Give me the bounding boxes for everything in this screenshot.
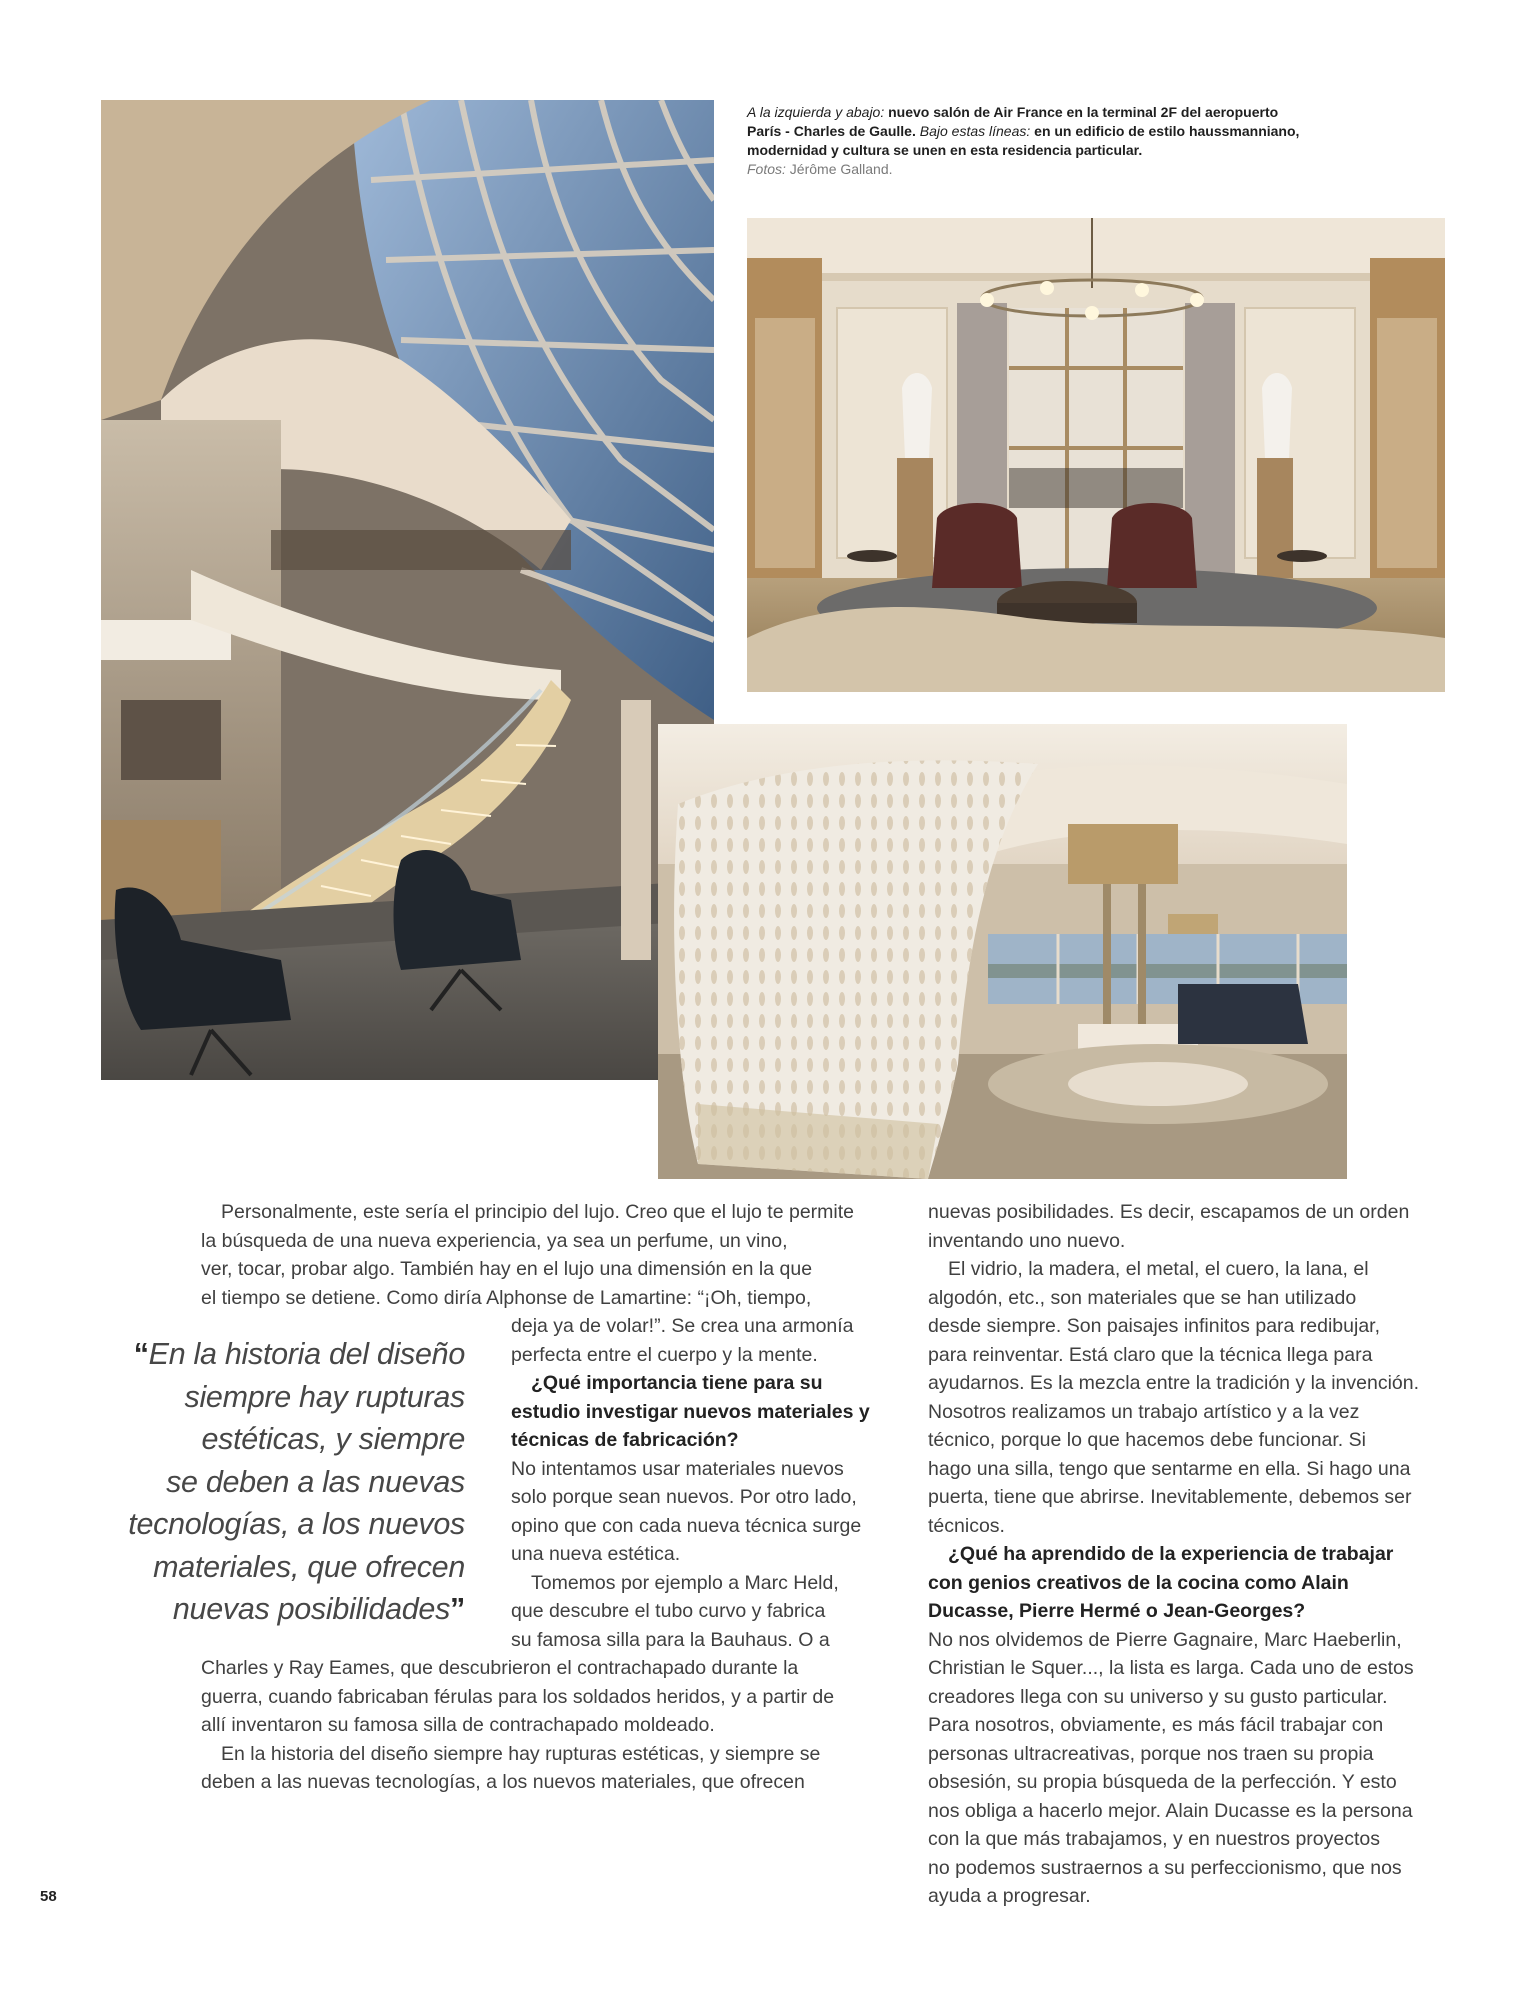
body-line: ayudarnos. Es la mezcla entre la tradición y la invención. <box>928 1372 1420 1394</box>
body-line: guerra, cuando fabricaban férulas para los soldados heridos, y a partir de <box>201 1685 835 1708</box>
caption-lead-1: A la izquierda y abajo: <box>747 104 885 120</box>
pull-quote-line: nuevas posibilidades <box>172 1592 451 1626</box>
body-line: que descubre el tubo curvo y fabrica <box>511 1600 826 1622</box>
caption-credit-name: Jérôme Galland. <box>785 161 893 177</box>
pull-quote-line: siempre hay rupturas <box>184 1379 465 1414</box>
pull-quote-line: tecnologías, a los nuevos <box>128 1507 465 1541</box>
page-number: 58 <box>40 1888 57 1905</box>
body-line: No intentamos usar materiales nuevos <box>511 1457 844 1480</box>
body-line: En la historia del diseño siempre hay rupturas estéticas, y siempre se <box>221 1742 821 1765</box>
question-1-line: estudio investigar nuevos materiales y <box>511 1400 870 1423</box>
body-line: ver, tocar, probar algo. También hay en el lujo una dimensión en la que <box>201 1258 813 1280</box>
body-line: puerta, tiene que abrirse. Inevitablemente, debemos ser <box>928 1486 1412 1508</box>
caption-text-1: nuevo salón de Air France en la terminal 2F del aeropuerto <box>884 104 1279 120</box>
body-line: Tomemos por ejemplo a Marc Held, <box>531 1571 839 1594</box>
body-line: deja ya de volar!”. Se crea una armonía <box>511 1315 854 1337</box>
column-2 <box>928 1198 1448 1911</box>
body-line: Personalmente, este sería el principio del lujo. Creo que el lujo te permite <box>221 1201 855 1223</box>
body-line: creadores llega con su universo y su gusto particular. <box>928 1685 1388 1708</box>
body-line: el tiempo se detiene. Como diría Alphonse de Lamartine: “¡Oh, tiempo, <box>201 1286 812 1309</box>
salon-image <box>747 218 1445 692</box>
open-quote-mark: “ <box>133 1337 149 1371</box>
body-line: inventando uno nuevo. <box>928 1229 1126 1252</box>
body-line: Christian le Squer..., la lista es larga. Cada uno de estos <box>928 1657 1414 1679</box>
body-line: Charles y Ray Eames, que descubrieron el contrachapado durante la <box>201 1657 799 1679</box>
body-line: técnico, porque lo que hacemos debe funcionar. Si <box>928 1429 1366 1451</box>
caption-text-4: modernidad y cultura se unen en esta residencia particular. <box>747 142 1143 158</box>
question-1-line: ¿Qué importancia tiene para su <box>531 1372 823 1394</box>
body-line: una nueva estética. <box>511 1543 681 1565</box>
body-line: técnicos. <box>928 1514 1005 1537</box>
body-line: obsesión, su propia búsqueda de la perfección. Y esto <box>928 1771 1397 1793</box>
pull-quote-line: estéticas, y siempre <box>201 1422 465 1456</box>
body-line: no podemos sustraernos a su perfeccionismo, que nos <box>928 1856 1402 1879</box>
photo-lounge <box>658 724 1347 1179</box>
body-line: perfecta entre el cuerpo y la mente. <box>511 1343 818 1366</box>
body-line: hago una silla, tengo que sentarme en ella. Si hago una <box>928 1457 1411 1480</box>
body-line: opino que con cada nueva técnica surge <box>511 1514 862 1537</box>
body-line: solo porque sean nuevos. Por otro lado, <box>511 1486 857 1508</box>
photo-atrium <box>101 100 714 1080</box>
pull-quote-line: se deben a las nuevas <box>166 1464 465 1499</box>
body-line: Para nosotros, obviamente, es más fácil trabajar con <box>928 1714 1384 1736</box>
body-line: allí inventaron su famosa silla de contrachapado moldeado. <box>201 1714 715 1736</box>
question-2-line: ¿Qué ha aprendido de la experiencia de trabajar <box>948 1543 1394 1565</box>
caption-text-3: en un edificio de estilo haussmanniano, <box>1030 123 1300 139</box>
photo-caption <box>747 103 1347 179</box>
body-line: personas ultracreativas, porque nos traen su propia <box>928 1742 1374 1765</box>
close-quote-mark: ” <box>450 1592 465 1626</box>
body-line: desde siempre. Son paisajes infinitos para redibujar, <box>928 1315 1381 1337</box>
column-1-para-3 <box>201 1654 901 1797</box>
body-line: El vidrio, la madera, el metal, el cuero, la lana, el <box>948 1258 1369 1280</box>
body-line: deben a las nuevas tecnologías, a los nuevos materiales, que ofrecen <box>201 1771 805 1793</box>
column-1-narrow-text <box>511 1312 911 1654</box>
question-2-line: con genios creativos de la cocina como Alain <box>928 1571 1349 1594</box>
body-line: Nosotros realizamos un trabajo artístico y a la vez <box>928 1400 1360 1423</box>
atrium-image <box>101 100 714 1080</box>
column-1-para-1 <box>201 1198 901 1312</box>
caption-credit-label: Fotos: <box>747 161 786 177</box>
question-2-line: Ducasse, Pierre Hermé o Jean-Georges? <box>928 1600 1306 1622</box>
pull-quote <box>45 1333 465 1631</box>
body-line: nos obliga a hacerlo mejor. Alain Ducasse es la persona <box>928 1799 1413 1822</box>
body-line: su famosa silla para la Bauhaus. O a <box>511 1628 830 1651</box>
body-line: para reinventar. Está claro que la técnica llega para <box>928 1343 1373 1366</box>
caption-text-2: París - Charles de Gaulle. <box>747 123 916 139</box>
body-line: ayuda a progresar. <box>928 1885 1091 1907</box>
body-line: No nos olvidemos de Pierre Gagnaire, Marc Haeberlin, <box>928 1628 1402 1651</box>
caption-lead-2: Bajo estas líneas: <box>915 123 1031 139</box>
body-line: nuevas posibilidades. Es decir, escapamos de un orden <box>928 1201 1410 1223</box>
body-line: con la que más trabajamos, y en nuestros proyectos <box>928 1828 1380 1850</box>
body-line: algodón, etc., son materiales que se han utilizado <box>928 1286 1357 1309</box>
pull-quote-line: En la historia del diseño <box>148 1337 465 1371</box>
body-line: la búsqueda de una nueva experiencia, ya sea un perfume, un vino, <box>201 1229 788 1252</box>
lounge-image <box>658 724 1347 1179</box>
photo-salon <box>747 218 1445 692</box>
question-1-line: técnicas de fabricación? <box>511 1429 739 1451</box>
pull-quote-line: materiales, que ofrecen <box>153 1549 465 1584</box>
